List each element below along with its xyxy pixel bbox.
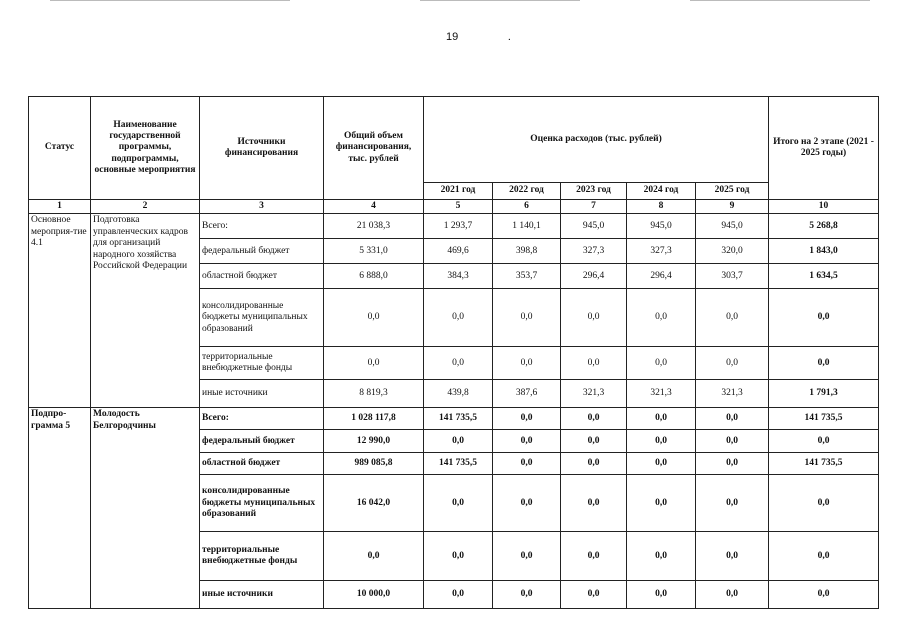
- funding-source-cell: федеральный бюджет: [200, 239, 324, 264]
- header-estimate: Оценка расходов (тыс. рублей): [424, 97, 769, 183]
- column-number: 10: [769, 200, 879, 214]
- year-amount-cell: 0,0: [493, 581, 561, 609]
- funding-source-cell: Всего:: [200, 214, 324, 239]
- total-amount-cell: 16 042,0: [324, 475, 424, 532]
- stage-total-cell: 5 268,8: [769, 214, 879, 239]
- table-row: [29, 214, 879, 239]
- funding-source-cell: областной бюджет: [200, 453, 324, 475]
- year-amount-cell: 0,0: [561, 581, 627, 609]
- stage-total-cell: 141 735,5: [769, 408, 879, 430]
- year-amount-cell: 0,0: [493, 430, 561, 453]
- column-number: 9: [696, 200, 769, 214]
- scan-edge-line-center: [420, 0, 580, 1]
- column-number: 2: [91, 200, 200, 214]
- year-amount-cell: 384,3: [424, 264, 493, 289]
- year-amount-cell: 0,0: [493, 453, 561, 475]
- funding-source-cell: Всего:: [200, 408, 324, 430]
- year-amount-cell: 0,0: [696, 347, 769, 380]
- page-mark: .: [508, 31, 511, 43]
- total-amount-cell: 0,0: [324, 289, 424, 347]
- stage-total-cell: 0,0: [769, 581, 879, 609]
- funding-source-cell: областной бюджет: [200, 264, 324, 289]
- header-year: 2023 год: [561, 183, 627, 200]
- year-amount-cell: 469,6: [424, 239, 493, 264]
- stage-total-cell: 1 634,5: [769, 264, 879, 289]
- funding-source-cell: консолидированные бюджеты муниципальных образований: [200, 475, 324, 532]
- year-amount-cell: 945,0: [627, 214, 696, 239]
- year-amount-cell: 0,0: [561, 532, 627, 581]
- year-amount-cell: 0,0: [561, 408, 627, 430]
- stage-total-cell: 0,0: [769, 347, 879, 380]
- header-year: 2025 год: [696, 183, 769, 200]
- year-amount-cell: 0,0: [561, 289, 627, 347]
- year-amount-cell: 945,0: [696, 214, 769, 239]
- year-amount-cell: 0,0: [561, 453, 627, 475]
- year-amount-cell: 0,0: [627, 408, 696, 430]
- year-amount-cell: 321,3: [696, 380, 769, 408]
- funding-source-cell: консолидированные бюджеты муниципальных образований: [200, 289, 324, 347]
- year-amount-cell: 945,0: [561, 214, 627, 239]
- year-amount-cell: 0,0: [627, 430, 696, 453]
- column-number: 5: [424, 200, 493, 214]
- year-amount-cell: 327,3: [561, 239, 627, 264]
- header-sources: Источники финансирования: [200, 97, 324, 200]
- year-amount-cell: 0,0: [627, 289, 696, 347]
- stage-total-cell: 141 735,5: [769, 453, 879, 475]
- year-amount-cell: 387,6: [493, 380, 561, 408]
- year-amount-cell: 0,0: [627, 453, 696, 475]
- year-amount-cell: 0,0: [696, 408, 769, 430]
- year-amount-cell: 0,0: [424, 532, 493, 581]
- funding-source-cell: иные источники: [200, 581, 324, 609]
- year-amount-cell: 0,0: [493, 475, 561, 532]
- column-number: 1: [29, 200, 91, 214]
- year-amount-cell: 1 140,1: [493, 214, 561, 239]
- year-amount-cell: 0,0: [561, 430, 627, 453]
- total-amount-cell: 0,0: [324, 532, 424, 581]
- total-amount-cell: 1 028 117,8: [324, 408, 424, 430]
- year-amount-cell: 0,0: [561, 475, 627, 532]
- year-amount-cell: 141 735,5: [424, 408, 493, 430]
- total-amount-cell: 21 038,3: [324, 214, 424, 239]
- funding-source-cell: федеральный бюджет: [200, 430, 324, 453]
- total-amount-cell: 6 888,0: [324, 264, 424, 289]
- program-name-cell: Молодость Белгородчины: [91, 408, 200, 609]
- year-amount-cell: 303,7: [696, 264, 769, 289]
- stage-total-cell: 0,0: [769, 430, 879, 453]
- column-number: 7: [561, 200, 627, 214]
- year-amount-cell: 0,0: [696, 475, 769, 532]
- header-year: 2022 год: [493, 183, 561, 200]
- year-amount-cell: 0,0: [627, 532, 696, 581]
- page-number: 19: [446, 31, 459, 43]
- year-amount-cell: 1 293,7: [424, 214, 493, 239]
- year-amount-cell: 0,0: [424, 430, 493, 453]
- funding-source-cell: иные источники: [200, 380, 324, 408]
- year-amount-cell: 0,0: [493, 408, 561, 430]
- total-amount-cell: 989 085,8: [324, 453, 424, 475]
- year-amount-cell: 0,0: [493, 289, 561, 347]
- total-amount-cell: 0,0: [324, 347, 424, 380]
- year-amount-cell: 0,0: [627, 347, 696, 380]
- year-amount-cell: 0,0: [696, 430, 769, 453]
- year-amount-cell: 353,7: [493, 264, 561, 289]
- stage-total-cell: 1 791,3: [769, 380, 879, 408]
- stage-total-cell: 0,0: [769, 532, 879, 581]
- total-amount-cell: 5 331,0: [324, 239, 424, 264]
- column-number: 8: [627, 200, 696, 214]
- header-total: Общий объем финансирования, тыс. рублей: [324, 97, 424, 200]
- year-amount-cell: 141 735,5: [424, 453, 493, 475]
- year-amount-cell: 327,3: [627, 239, 696, 264]
- year-amount-cell: 296,4: [627, 264, 696, 289]
- total-amount-cell: 8 819,3: [324, 380, 424, 408]
- year-amount-cell: 321,3: [627, 380, 696, 408]
- column-number: 3: [200, 200, 324, 214]
- year-amount-cell: 0,0: [493, 347, 561, 380]
- table-row: [29, 408, 879, 430]
- year-amount-cell: 0,0: [627, 581, 696, 609]
- year-amount-cell: 0,0: [424, 581, 493, 609]
- year-amount-cell: 321,3: [561, 380, 627, 408]
- header-name: Наименование государственной программы, подпрограммы, основные мероприятия: [91, 97, 200, 200]
- header-year: 2024 год: [627, 183, 696, 200]
- header-year: 2021 год: [424, 183, 493, 200]
- stage-total-cell: 0,0: [769, 289, 879, 347]
- year-amount-cell: 320,0: [696, 239, 769, 264]
- stage-total-cell: 1 843,0: [769, 239, 879, 264]
- year-amount-cell: 0,0: [561, 347, 627, 380]
- year-amount-cell: 0,0: [424, 475, 493, 532]
- column-number: 6: [493, 200, 561, 214]
- year-amount-cell: 0,0: [627, 475, 696, 532]
- year-amount-cell: 0,0: [696, 532, 769, 581]
- stage-total-cell: 0,0: [769, 475, 879, 532]
- total-amount-cell: 12 990,0: [324, 430, 424, 453]
- funding-source-cell: территориальные внебюджетные фонды: [200, 532, 324, 581]
- financing-table: [28, 96, 879, 609]
- year-amount-cell: 0,0: [493, 532, 561, 581]
- scan-edge-line-right: [690, 0, 870, 1]
- total-amount-cell: 10 000,0: [324, 581, 424, 609]
- year-amount-cell: 398,8: [493, 239, 561, 264]
- header-row: [29, 97, 879, 183]
- year-amount-cell: 0,0: [424, 347, 493, 380]
- year-amount-cell: 296,4: [561, 264, 627, 289]
- year-amount-cell: 439,8: [424, 380, 493, 408]
- header-status: Статус: [29, 97, 91, 200]
- column-numbers-row: [29, 200, 879, 214]
- status-cell: Подпро-грамма 5: [29, 408, 91, 609]
- year-amount-cell: 0,0: [696, 289, 769, 347]
- column-number: 4: [324, 200, 424, 214]
- header-stage-total: Итого на 2 этапе (2021 - 2025 годы): [769, 97, 879, 200]
- year-amount-cell: 0,0: [696, 581, 769, 609]
- scan-edge-line-left: [50, 0, 290, 1]
- funding-source-cell: территориальные внебюджетные фонды: [200, 347, 324, 380]
- status-cell: Основное мероприя-тие 4.1: [29, 214, 91, 408]
- year-amount-cell: 0,0: [696, 453, 769, 475]
- year-amount-cell: 0,0: [424, 289, 493, 347]
- program-name-cell: Подготовка управленческих кадров для организаций народного хозяйства Российской Федерации: [91, 214, 200, 408]
